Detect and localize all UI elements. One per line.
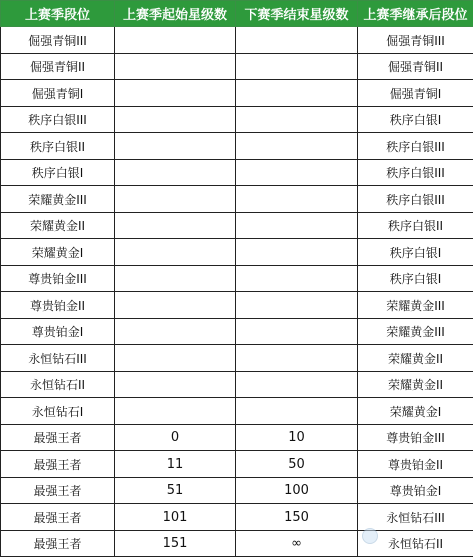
cell-end-stars [236,319,358,345]
cell-start-stars [115,107,236,133]
cell-start-stars [115,372,236,398]
table-row [1,186,473,213]
table-header [1,1,473,27]
cell-start-stars [115,54,236,80]
cell-end-stars [236,213,358,239]
cell-start-stars [115,398,236,425]
cell-start-stars: 0 [115,425,236,451]
cell-start-stars [115,160,236,186]
cell-previous-rank: 倔强青铜I [1,80,115,107]
cell-start-stars [115,186,236,213]
table-row [1,478,473,504]
cell-start-stars [115,292,236,319]
cell-previous-rank: 荣耀黄金I [1,239,115,266]
cell-end-stars [236,372,358,398]
cell-inherited-rank: 荣耀黄金III [358,319,473,345]
cell-previous-rank: 最强王者 [1,425,115,451]
cell-start-stars: 51 [115,478,236,504]
cell-previous-rank: 尊贵铂金III [1,266,115,292]
table-row [1,319,473,345]
cell-inherited-rank: 荣耀黄金II [358,372,473,398]
cell-previous-rank: 最强王者 [1,531,115,557]
cell-inherited-rank: 荣耀黄金III [358,292,473,319]
cell-inherited-rank: 荣耀黄金I [358,398,473,425]
cell-start-stars [115,213,236,239]
cell-start-stars [115,80,236,107]
cell-previous-rank: 倔强青铜II [1,54,115,80]
cell-start-stars [115,345,236,372]
cell-previous-rank: 荣耀黄金III [1,186,115,213]
header-previous-rank: 上赛季段位 [1,1,115,27]
cell-inherited-rank: 荣耀黄金II [358,345,473,372]
cell-inherited-rank: 秩序白银I [358,107,473,133]
cell-end-stars [236,160,358,186]
cell-end-stars: ∞ [236,531,358,557]
cell-start-stars: 101 [115,504,236,531]
cell-end-stars [236,398,358,425]
header-start-stars: 上赛季起始星级数 [115,1,236,27]
cell-previous-rank: 尊贵铂金I [1,319,115,345]
cell-previous-rank: 秩序白银III [1,107,115,133]
cell-inherited-rank: 秩序白银I [358,266,473,292]
cell-inherited-rank: 秩序白银III [358,186,473,213]
cell-previous-rank: 永恒钻石I [1,398,115,425]
table-row [1,372,473,398]
table-row [1,107,473,133]
cell-inherited-rank: 秩序白银III [358,133,473,160]
table-row [1,266,473,292]
cell-previous-rank: 最强王者 [1,478,115,504]
table-row [1,504,473,531]
table-row [1,160,473,186]
cell-previous-rank: 最强王者 [1,504,115,531]
cell-end-stars [236,292,358,319]
cell-end-stars [236,266,358,292]
cell-end-stars [236,133,358,160]
cell-inherited-rank: 倔强青铜III [358,27,473,54]
table-row [1,451,473,478]
header-row [1,1,473,27]
cell-start-stars [115,27,236,54]
table-row [1,27,473,54]
cell-previous-rank: 倔强青铜III [1,27,115,54]
cell-inherited-rank: 尊贵铂金I [358,478,473,504]
cell-previous-rank: 秩序白银I [1,160,115,186]
cell-end-stars: 150 [236,504,358,531]
cell-end-stars: 100 [236,478,358,504]
cell-end-stars [236,80,358,107]
table-row [1,133,473,160]
table-row [1,425,473,451]
cell-start-stars: 151 [115,531,236,557]
cell-end-stars [236,239,358,266]
cell-previous-rank: 永恒钻石II [1,372,115,398]
table-row [1,54,473,80]
cell-start-stars [115,239,236,266]
cell-start-stars [115,266,236,292]
table-row [1,239,473,266]
cell-end-stars [236,345,358,372]
table-row [1,213,473,239]
cell-previous-rank: 最强王者 [1,451,115,478]
cell-previous-rank: 永恒钻石III [1,345,115,372]
cell-start-stars: 11 [115,451,236,478]
header-inherited-rank: 上赛季继承后段位 [358,1,473,27]
cell-inherited-rank: 尊贵铂金III [358,425,473,451]
cell-end-stars [236,186,358,213]
cell-inherited-rank: 尊贵铂金II [358,451,473,478]
cell-end-stars [236,54,358,80]
cell-previous-rank: 尊贵铂金II [1,292,115,319]
table-row [1,345,473,372]
cell-inherited-rank: 秩序白银III [358,160,473,186]
cell-previous-rank: 秩序白银II [1,133,115,160]
cell-end-stars [236,27,358,54]
cell-inherited-rank: 秩序白银I [358,239,473,266]
table-row [1,80,473,107]
cell-inherited-rank: 秩序白银II [358,213,473,239]
cell-end-stars: 10 [236,425,358,451]
table-row [1,292,473,319]
header-end-stars: 下赛季结束星级数 [236,1,358,27]
table-row [1,398,473,425]
cell-end-stars: 50 [236,451,358,478]
table-body [1,27,473,557]
cell-inherited-rank: 永恒钻石II [358,531,473,557]
cell-inherited-rank: 倔强青铜II [358,54,473,80]
cell-start-stars [115,133,236,160]
cell-start-stars [115,319,236,345]
cell-end-stars [236,107,358,133]
cell-inherited-rank: 倔强青铜I [358,80,473,107]
cell-previous-rank: 荣耀黄金II [1,213,115,239]
cell-inherited-rank: 永恒钻石III [358,504,473,531]
table-row [1,531,473,557]
